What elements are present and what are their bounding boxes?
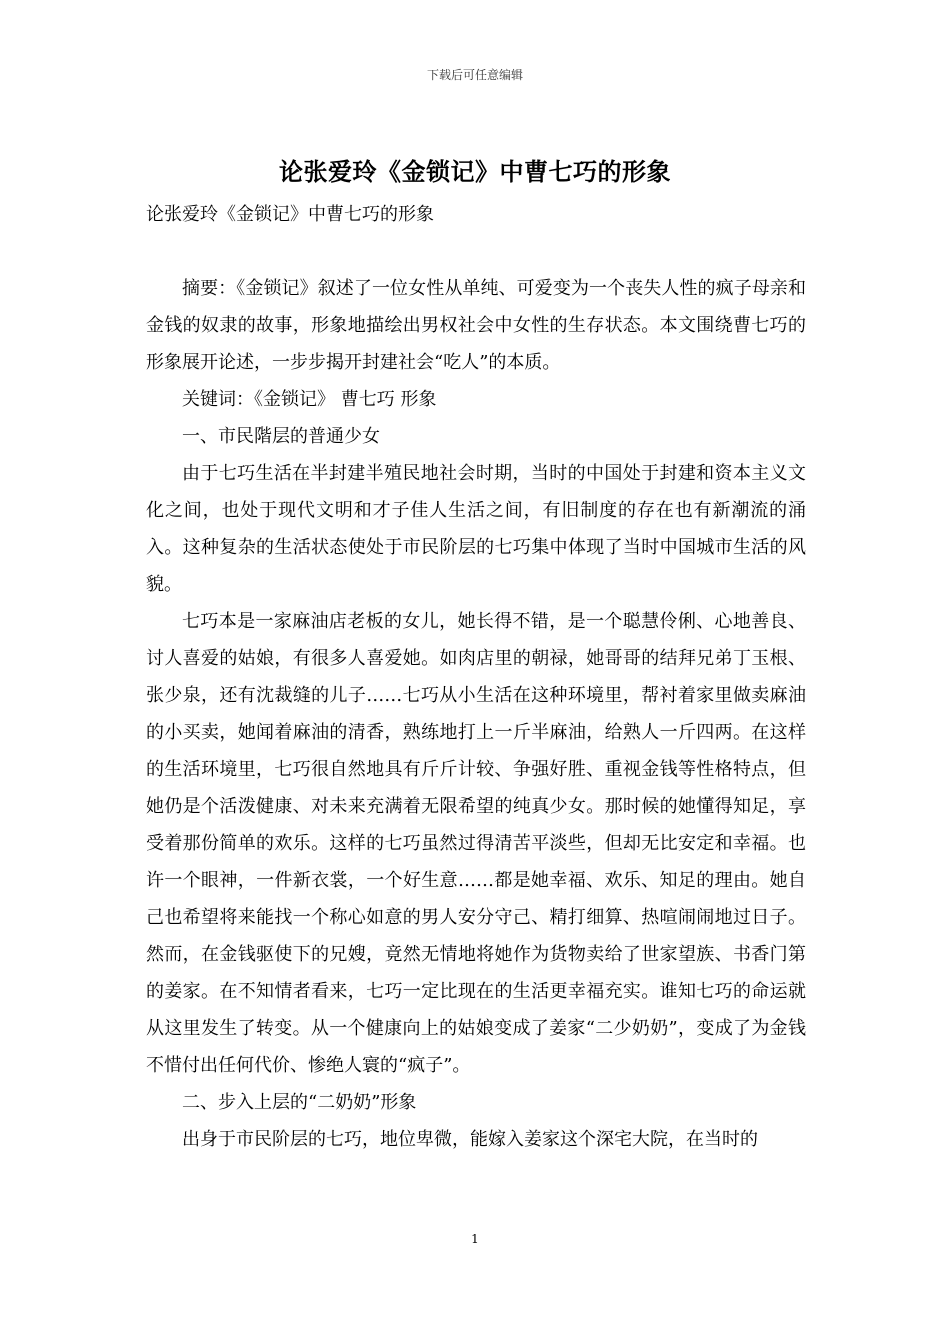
body-paragraph: 七巧本是一家麻油店老板的女儿，她长得不错，是一个聪慧伶俐、心地善良、讨人喜爱的姑娘，有很多人喜爱她。如肉店里的朝禄，她哥哥的结拜兄弟丁玉根、张少泉，还有沈裁缝的儿子……七巧从小生活在这种环境里，帮衬着家里做卖麻油的小买卖，她闻着麻油的清香，熟练地打上一斤半麻油，给熟人一斤四两。在这样的生活环境里，七巧很自然地具有斤斤计较、争强好胜、重视金钱等性格特点，但她仍是个活泼健康、对未来充满着无限希望的纯真少女。那时候的她懂得知足，享受着那份简单的欢乐。这样的七巧虽然过得清苦平淡些，但却无比安定和幸福。也许一个眼神，一件新衣裳，一个好生意……都是她幸福、欢乐、知足的理由。她自己也希望将来能找一个称心如意的男人安分守己、精打细算、热喧闹闹地过日子。然而，在金钱驱使下的兄嫂，竟然无情地将她作为货物卖给了世家望族、书香门第的姜家。在不知情者看来，七巧一定比现在的生活更幸福充实。谁知七巧的命运就从这里发生了转变。从一个健康向上的姑娘变成了姜家“二少奶奶”，变成了为金钱不惜付出任何代价、惨绝人寰的“疯子”。 (146, 611, 806, 1076)
body-paragraph: 由于七巧生活在半封建半殖民地社会时期，当时的中国处于封建和资本主义文化之间，也处于现代文明和才子佳人生活之间，有旧制度的存在也有新潮流的涌入。这种复杂的生活状态使处于市民阶层的七巧集中体现了当时中国城市生活的风貌。 (146, 463, 806, 595)
document-subtitle: 论张爱玲《金锁记》中曹七巧的形象 (146, 204, 434, 225)
page-number: 1 (471, 1232, 479, 1246)
page-header-note: 下载后可任意编辑 (426, 68, 523, 82)
section-heading-2: 二、步入上层的“二奶奶”形象 (182, 1092, 417, 1113)
abstract-paragraph: 摘要：《金锁记》叙述了一位女性从单纯、可爱变为一个丧失人性的疯子母亲和金钱的奴隶的故事，形象地描绘出男权社会中女性的生存状态。本文围绕曹七巧的形象展开论述，一步步揭开封建社会“吃人”的本质。 (146, 278, 806, 373)
document-body (146, 270, 806, 1158)
body-paragraph: 出身于市民阶层的七巧，地位卑微，能嫁入姜家这个深宅大院，在当时的 (182, 1129, 758, 1150)
section-heading-1: 一、市民階层的普通少女 (182, 426, 380, 447)
document-title: 论张爱玲《金锁记》中曹七巧的形象 (279, 157, 671, 186)
keywords-paragraph: 关键词：《金锁记》 曹七巧 形象 (182, 389, 437, 410)
